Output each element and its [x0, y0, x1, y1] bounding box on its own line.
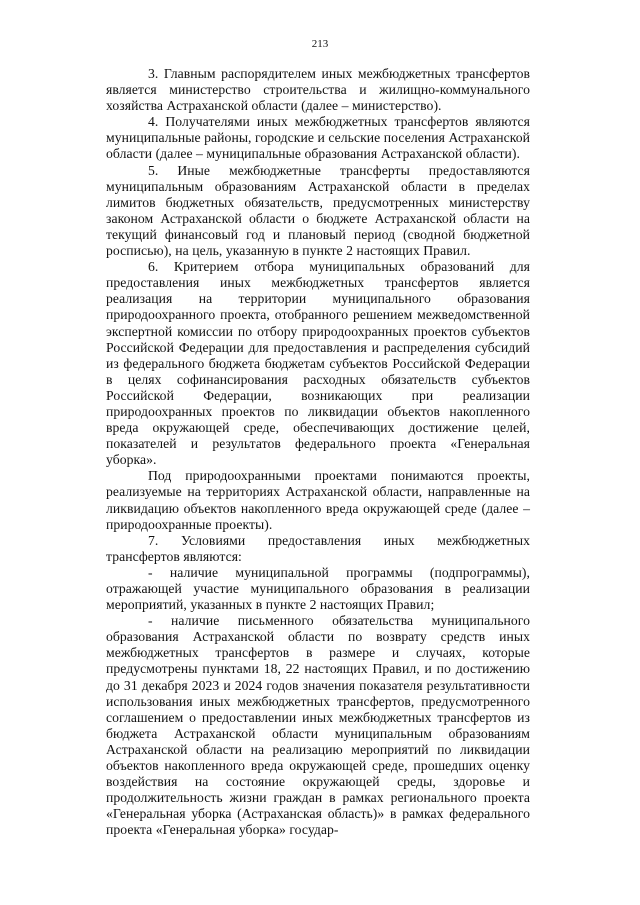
paragraph-environmental-projects-definition: Под природоохранными проектами понимаются проекты, реализуемые на территориях Астраханской области, направленные на ликвидацию объектов накопленного вреда окружающей среде (далее – природоохранные проекты).	[106, 468, 530, 532]
paragraph-7-conditions: 7. Условиями предоставления иных межбюджетных трансфертов являются:	[106, 532, 530, 564]
paragraph-3-chief-administrator: 3. Главным распорядителем иных межбюджетных трансфертов является министерство строительства и жилищно-коммунального хозяйства Астраханской области (далее – министерство).	[106, 66, 530, 114]
paragraph-4-recipients: 4. Получателями иных межбюджетных трансфертов являются муниципальные районы, городские и сельские поселения Астраханской области (далее – муниципальные образования Астраханской области).	[106, 114, 530, 162]
page-body	[106, 66, 530, 839]
condition-item-written-obligation: - наличие письменного обязательства муниципального образования Астраханской области по возврату средств иных межбюджетных трансфертов в размере и случаях, которые предусмотрены пунктами 18, 22 настоящих Правил, и по достижению до 31 декабря 2023 и 2024 годов значения показателя результативности использования иных межбюджетных трансфертов, предусмотренного соглашением о предоставлении иных межбюджетных трансфертов из бюджета Астраханской области муниципальным образованиям Астраханской области на реализацию мероприятий по ликвидации объектов накопленного вреда окружающей среде, прошедших оценку воздействия на состояние окружающей среды, здоровье и продолжительность жизни граждан в рамках регионального проекта «Генеральная уборка (Астраханская область)» в рамках федерального проекта «Генеральная уборка» государ-	[106, 613, 530, 838]
condition-item-municipal-program: - наличие муниципальной программы (подпрограммы), отражающей участие муниципального образования в реализации мероприятий, указанных в пункте 2 настоящих Правил;	[106, 564, 530, 613]
paragraph-6-selection-criterion: 6. Критерием отбора муниципальных образований для предоставления иных межбюджетных трансфертов является реализация на территории муниципального образования природоохранного проекта, отобранного решением межведомственной экспертной комиссии по отбору природоохранных проектов субъектов Российской Федерации для предоставления и распределения субсидий из федерального бюджета бюджетам субъектов Российской Федерации в целях софинансирования расходных обязательств субъектов Российской Федерации, возникающих при реализации природоохранных проектов по ликвидации объектов накопленного вреда окружающей среде, обеспечивающих достижение целей, показателей и результатов федерального проекта «Генеральная уборка».	[106, 259, 530, 468]
paragraph-5-provision-limits: 5. Иные межбюджетные трансферты предоставляются муниципальным образованиям Астраханской области в пределах лимитов бюджетных обязательств, предусмотренных министерству законом Астраханской области о бюджете Астраханской области на текущий финансовый год и плановый период (сводной бюджетной росписью), на цель, указанную в пункте 2 настоящих Правил.	[106, 162, 530, 259]
page-number: 213	[311, 38, 329, 50]
